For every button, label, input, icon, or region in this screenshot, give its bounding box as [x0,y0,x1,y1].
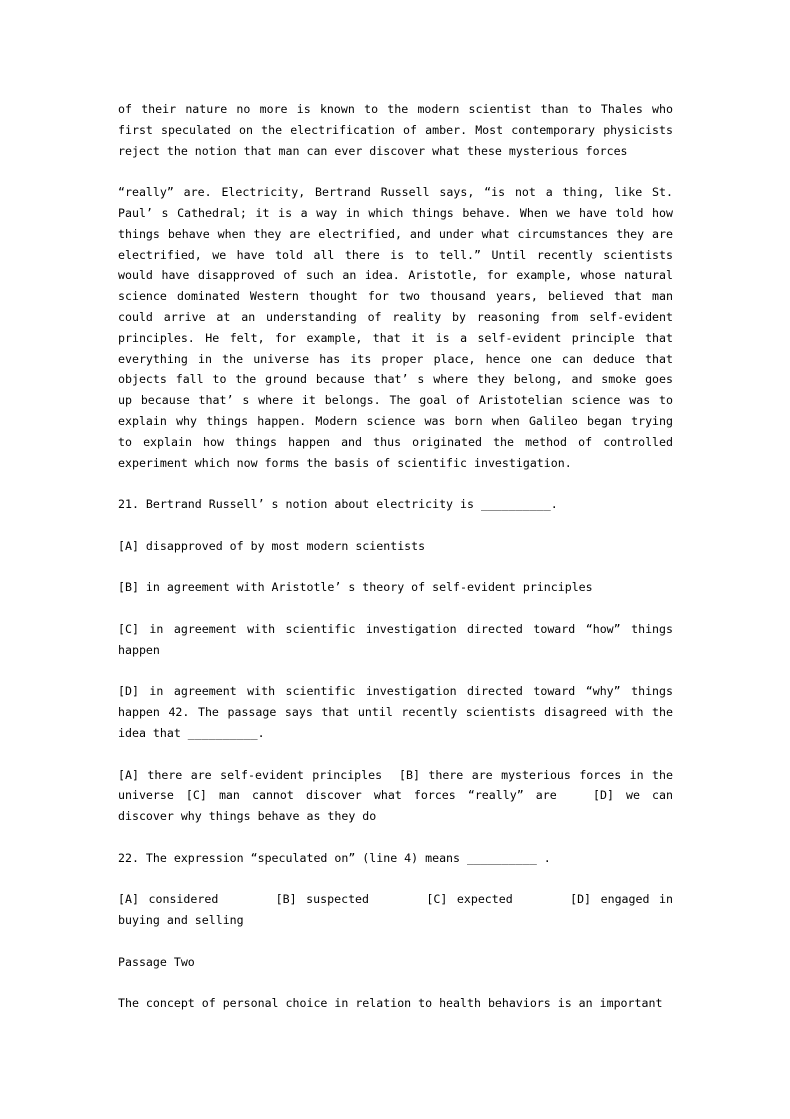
document-text-body [118,99,673,1014]
question-21-option-b [118,577,673,598]
text-line: experiment which now forms the basis of scientific investigation. [118,455,572,470]
text-line: Paul’ s Cathedral; it is a way in which things behave. When we have told how [118,205,673,220]
question-42-options [118,765,673,827]
text-line: [A] there are self-evident principles [B] there are mysterious forces in the [118,767,673,782]
text-line: Passage Two [118,954,195,969]
question-21-option-c [118,619,673,661]
text-line: electrified, we have told all there is to tell.” Until recently scientists [118,247,673,262]
text-line: explain why things happen. Modern science was born when Galileo began trying [118,413,673,428]
text-line: of their nature no more is known to the modern scientist than to Thales who [118,102,673,116]
text-line: up because that’ s where it belongs. The goal of Aristotelian science was to [118,393,673,408]
text-line: [A] considered [B] suspected [C] expected [D] engaged in [118,892,673,907]
text-line: “really” are. Electricity, Bertrand Russell says, “is not a thing, like St. [118,185,673,200]
text-line: 21. Bertrand Russell’ s notion about electricity is __________. [118,497,558,512]
passage-one-paragraph-2 [118,182,673,473]
text-line: would have disapproved of such an idea. Aristotle, for example, whose natural [118,268,673,283]
text-line: [D] in agreement with scientific investigation directed toward “why” things [118,684,673,699]
text-line: [C] in agreement with scientific investigation directed toward “how” things [118,621,673,636]
text-line: idea that __________. [118,725,265,740]
question-22-options [118,889,673,931]
text-line: buying and selling [118,913,244,928]
text-line: objects fall to the ground because that’ s where they belong, and smoke goes [118,372,673,387]
text-line: everything in the universe has its proper place, hence one can deduce that [118,351,673,366]
text-line: first speculated on the electrification of amber. Most contemporary physicists [118,122,673,137]
text-line: to explain how things happen and thus originated the method of controlled [118,434,673,449]
passage-one-paragraph-1 [118,99,673,161]
text-line: principles. He felt, for example, that it is a self-evident principle that [118,330,673,345]
text-line: The concept of personal choice in relation to health behaviors is an important [118,996,663,1011]
passage-two-paragraph-1 [118,993,673,1014]
question-22 [118,848,673,869]
text-line: discover why things behave as they do [118,809,377,824]
text-line: reject the notion that man can ever discover what these mysterious forces [118,143,628,158]
text-line: 22. The expression “speculated on” (line 4) means __________ . [118,850,551,865]
question-21-option-d-and-question-42 [118,681,673,743]
text-line: [A] disapproved of by most modern scientists [118,538,426,553]
question-21 [118,494,673,515]
text-line: universe [C] man cannot discover what forces “really” are [D] we can [118,788,673,803]
text-line: science dominated Western thought for two thousand years, believed that man [118,289,673,304]
text-line: happen [118,642,160,657]
question-21-option-a [118,536,673,557]
text-line: could arrive at an understanding of reality by reasoning from self-evident [118,309,673,324]
text-line: things behave when they are electrified, and under what circumstances they are [118,226,673,241]
passage-two-heading [118,952,673,973]
text-line: happen 42. The passage says that until recently scientists disagreed with the [118,705,673,720]
text-line: [B] in agreement with Aristotle’ s theory of self-evident principles [118,580,593,595]
